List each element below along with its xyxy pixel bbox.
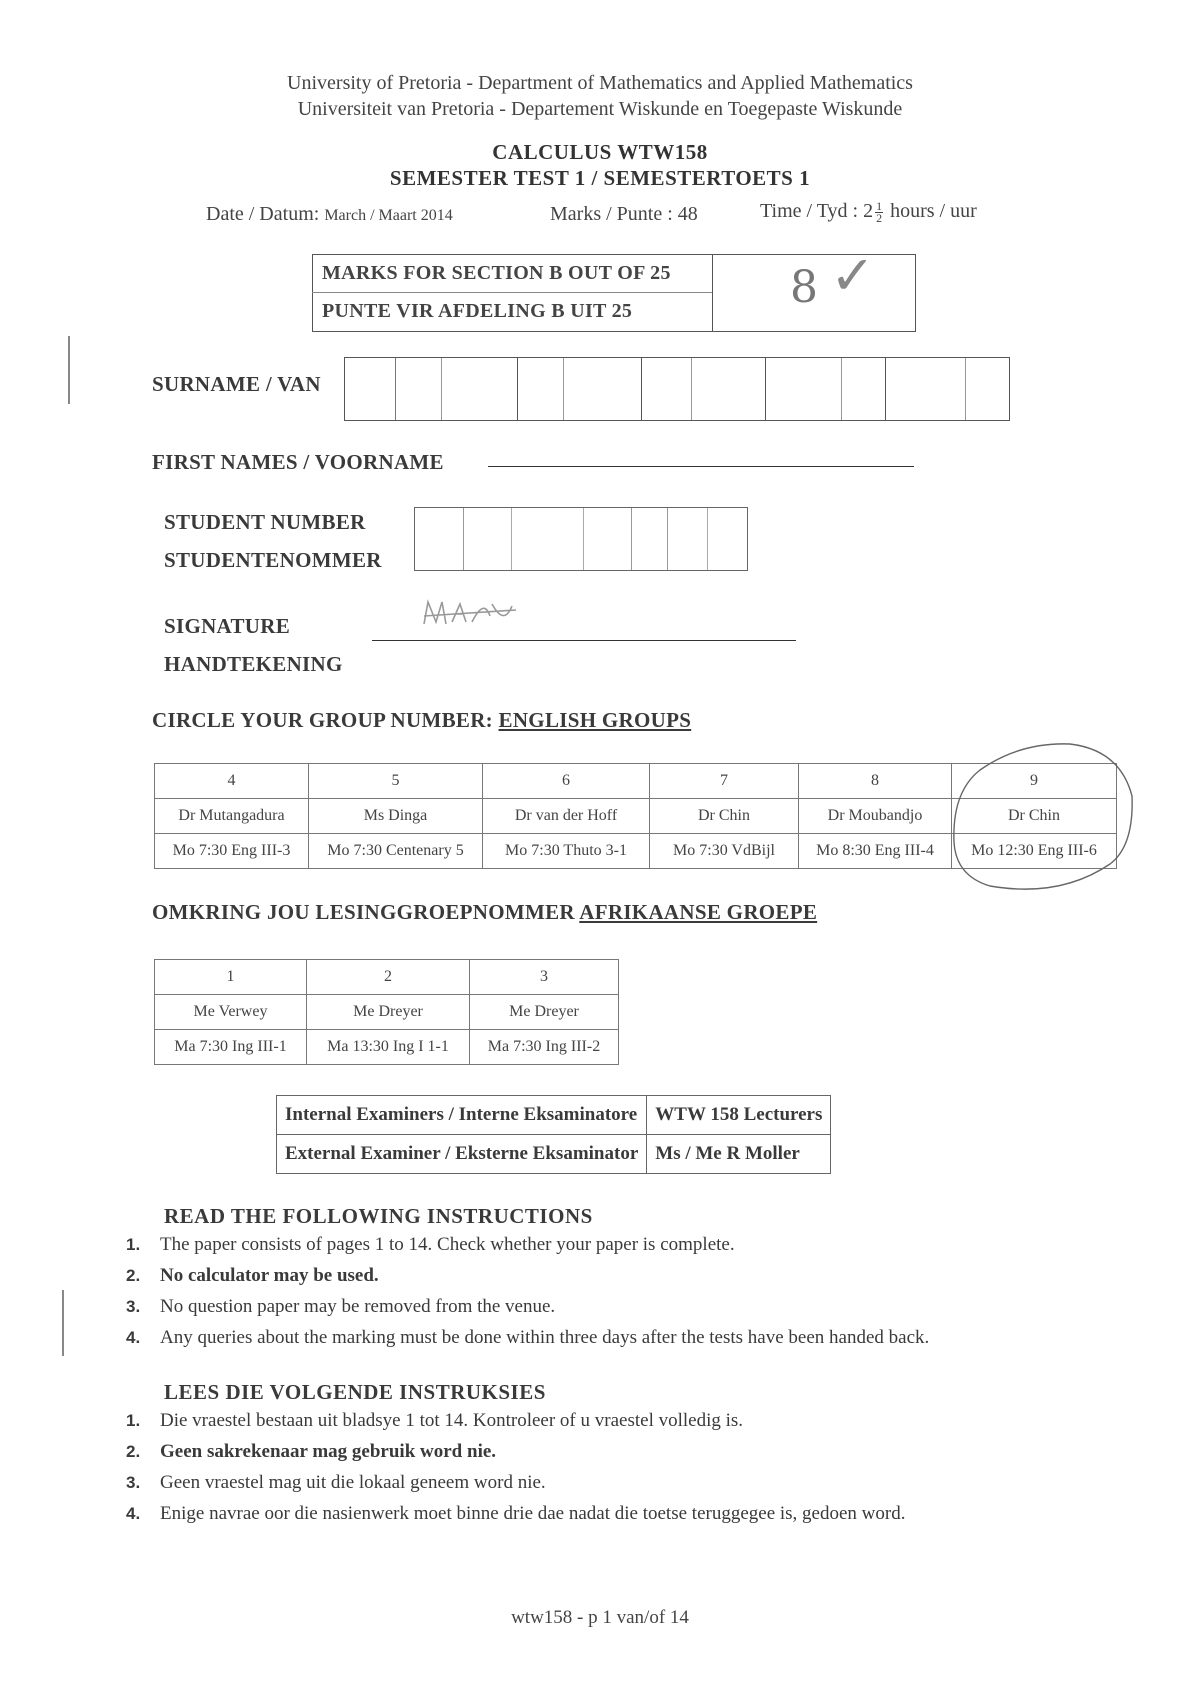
group-lecturer: Me Dreyer bbox=[307, 995, 470, 1030]
instruction-item: 2. No calculator may be used. bbox=[126, 1265, 379, 1286]
group-number[interactable]: 8 bbox=[799, 764, 952, 799]
external-examiner-value: Ms / Me R Moller bbox=[647, 1135, 831, 1174]
group-venue-row bbox=[155, 1030, 619, 1065]
group-venue: Mo 12:30 Eng III-6 bbox=[952, 834, 1117, 869]
first-names-label: FIRST NAMES / VOORNAME bbox=[152, 450, 444, 474]
internal-examiner-value: WTW 158 Lecturers bbox=[647, 1096, 831, 1135]
scan-mark bbox=[68, 336, 70, 404]
instructions-heading-en: READ THE FOLLOWING INSTRUCTIONS bbox=[164, 1204, 593, 1228]
group-venue: Mo 7:30 VdBijl bbox=[650, 834, 799, 869]
first-names-line[interactable] bbox=[488, 466, 914, 467]
marks-label-af: PUNTE VIR AFDELING B UIT 25 bbox=[322, 300, 633, 322]
group-lecturer: Me Verwey bbox=[155, 995, 307, 1030]
afrikaans-groups-title: OMKRING JOU LESINGGROEPNOMMER AFRIKAANSE GROEPE bbox=[152, 900, 818, 924]
signature-line[interactable] bbox=[372, 640, 796, 641]
examiners-table bbox=[276, 1095, 831, 1174]
time-field bbox=[760, 200, 977, 224]
group-number[interactable]: 2 bbox=[307, 960, 470, 995]
group-number[interactable]: 3 bbox=[470, 960, 619, 995]
instruction-item: 3. No question paper may be removed from the venue. bbox=[126, 1296, 556, 1317]
student-number-label-af: STUDENTENOMMER bbox=[164, 548, 382, 572]
group-number[interactable]: 5 bbox=[309, 764, 483, 799]
instruction-item: 3. Geen vraestel mag uit die lokaal geneem word nie. bbox=[126, 1472, 546, 1493]
instruction-item: 1. The paper consists of pages 1 to 14. Check whether your paper is complete. bbox=[126, 1234, 735, 1255]
group-venue: Ma 7:30 Ing III-2 bbox=[470, 1030, 619, 1065]
group-lecturer: Ms Dinga bbox=[309, 799, 483, 834]
university-name-af: Universiteit van Pretoria - Departement Wiskunde en Toegepaste Wiskunde bbox=[297, 98, 903, 120]
signature-label-en: SIGNATURE bbox=[164, 614, 291, 638]
group-number[interactable]: 7 bbox=[650, 764, 799, 799]
university-name-en: University of Pretoria - Department of Mathematics and Applied Mathematics bbox=[287, 72, 913, 94]
english-groups-title: CIRCLE YOUR GROUP NUMBER: ENGLISH GROUPS bbox=[152, 708, 692, 732]
group-lecturer: Dr Mutangadura bbox=[155, 799, 309, 834]
group-venue: Mo 7:30 Eng III-3 bbox=[155, 834, 309, 869]
group-circle-icon bbox=[950, 736, 1140, 904]
marks-label-en: MARKS FOR SECTION B OUT OF 25 bbox=[322, 262, 671, 284]
course-title: CALCULUS WTW158 bbox=[492, 140, 708, 164]
date-field bbox=[206, 203, 453, 226]
group-lecturer: Dr Moubandjo bbox=[799, 799, 952, 834]
group-number[interactable]: 6 bbox=[483, 764, 650, 799]
scan-mark bbox=[62, 1290, 64, 1356]
date-value: March / Maart 2014 bbox=[324, 207, 453, 224]
instruction-item: 2. Geen sakrekenaar mag gebruik word nie. bbox=[126, 1441, 497, 1462]
group-venue: Ma 13:30 Ing I 1-1 bbox=[307, 1030, 470, 1065]
signature-label-af: HANDTEKENING bbox=[164, 652, 343, 676]
student-number-boxes[interactable] bbox=[414, 507, 748, 571]
internal-examiner-label: Internal Examiners / Interne Eksaminatore bbox=[277, 1096, 647, 1135]
group-number-row bbox=[155, 960, 619, 995]
group-number[interactable]: 1 bbox=[155, 960, 307, 995]
instructions-heading-af: LEES DIE VOLGENDE INSTRUKSIES bbox=[164, 1380, 546, 1404]
signature-scribble-icon bbox=[420, 596, 524, 630]
group-lecturer: Dr Chin bbox=[952, 799, 1117, 834]
group-lecturer: Dr van der Hoff bbox=[483, 799, 650, 834]
marks-box-divider bbox=[712, 254, 713, 332]
surname-label: SURNAME / VAN bbox=[152, 372, 321, 396]
group-number[interactable]: 4 bbox=[155, 764, 309, 799]
group-venue: Ma 7:30 Ing III-1 bbox=[155, 1030, 307, 1065]
group-lecturer-row bbox=[155, 995, 619, 1030]
page-footer: wtw158 - p 1 van/of 14 bbox=[511, 1607, 689, 1628]
time-prefix: Time / Tyd : 2 bbox=[760, 200, 874, 222]
group-number[interactable]: 9 bbox=[952, 764, 1117, 799]
check-mark-icon: ✓ bbox=[830, 246, 876, 306]
afrikaans-groups-table bbox=[154, 959, 619, 1065]
instruction-item: 4. Enige navrae oor die nasienwerk moet binne drie dae nadat die toetse teruggegee is, gedoen word. bbox=[126, 1503, 906, 1524]
instruction-item: 1. Die vraestel bestaan uit bladsye 1 tot 14. Kontroleer of u vraestel volledig is. bbox=[126, 1410, 744, 1431]
date-label: Date / Datum: bbox=[206, 203, 320, 225]
student-number-label-en: STUDENT NUMBER bbox=[164, 510, 366, 534]
group-lecturer: Dr Chin bbox=[650, 799, 799, 834]
external-examiner-label: External Examiner / Eksterne Eksaminator bbox=[277, 1135, 647, 1174]
handwritten-score: 8 bbox=[790, 262, 818, 313]
time-fraction: $\frac{1}{2}$ bbox=[876, 198, 883, 225]
instruction-item: 4. Any queries about the marking must be done within three days after the tests have been handed back. bbox=[126, 1327, 930, 1348]
time-suffix: hours / uur bbox=[890, 200, 977, 222]
marks-box-rule bbox=[312, 292, 712, 293]
group-venue: Mo 7:30 Centenary 5 bbox=[309, 834, 483, 869]
group-venue: Mo 7:30 Thuto 3-1 bbox=[483, 834, 650, 869]
group-venue: Mo 8:30 Eng III-4 bbox=[799, 834, 952, 869]
surname-boxes[interactable] bbox=[344, 357, 1010, 421]
group-lecturer: Me Dreyer bbox=[470, 995, 619, 1030]
total-marks: Marks / Punte : 48 bbox=[550, 203, 698, 225]
test-title: SEMESTER TEST 1 / SEMESTERTOETS 1 bbox=[389, 166, 811, 190]
